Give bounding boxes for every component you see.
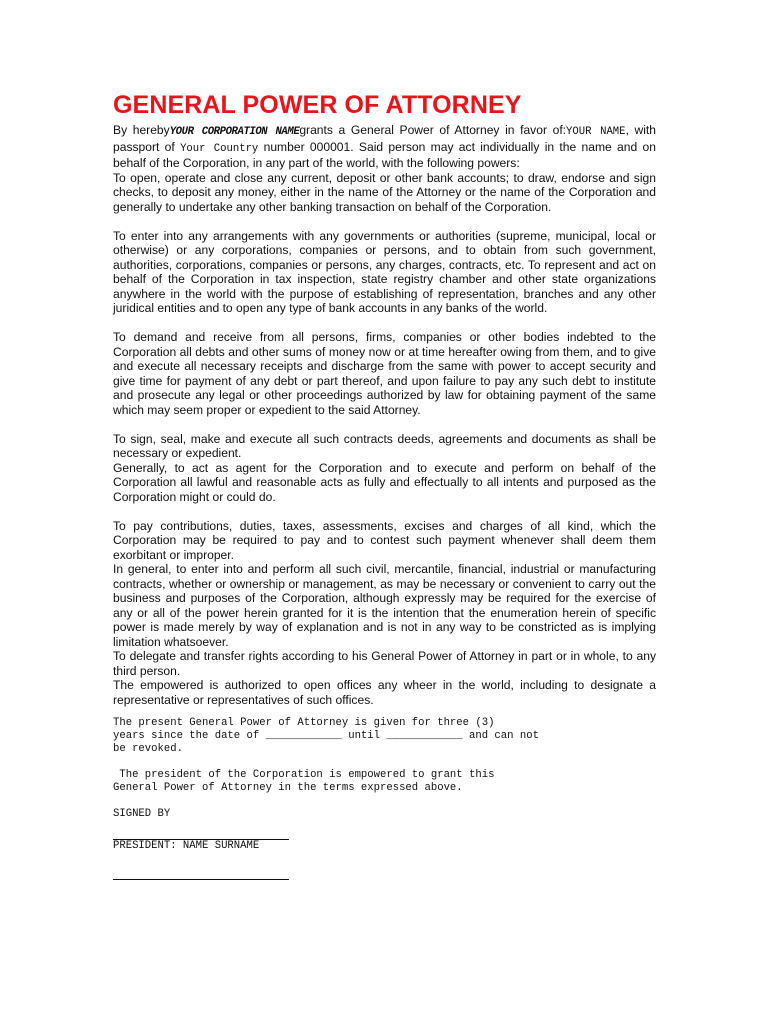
signature-label-president: PRESIDENT: NAME SURNAME xyxy=(113,840,260,852)
validity-line-1: The present General Power of Attorney is given for three (3) xyxy=(113,717,495,729)
paragraph-sign: To sign, seal, make and execute all such contracts deeds, agreements and documents as shall be necessary or expedient. xyxy=(113,431,656,460)
your-country-placeholder: Your Country xyxy=(180,142,259,155)
intro-text-3: , with passport of xyxy=(113,123,656,154)
paragraph-general: In general, to enter into and perform all such civil, mercantile, financial, industrial or manufacturing contracts, whether or ownership or management, as may be necessary or convenient to carry out the business and purposes of the Corporation, although expressly may be required for the exercise of any or all of the power herein granted for it is the intention that the enumeration herein of specific power is made merely by way of explanation and is not in any way to be constricted as is implying limitation whatsoever. xyxy=(113,562,656,649)
president-line-1: The president of the Corporation is empowered to grant this xyxy=(113,769,495,781)
paragraph-delegate: To delegate and transfer rights according to his General Power of Attorney in part or in whole, to any third person. xyxy=(113,649,656,678)
intro-text-1: By hereby xyxy=(113,123,170,137)
corporation-name-placeholder: YOUR CORPORATION NAME xyxy=(169,126,300,138)
your-name-placeholder: YOUR NAME xyxy=(566,126,626,138)
paragraph-offices: The empowered is authorized to open offices any wheer in the world, including to designate a representative or representatives of such offices. xyxy=(113,678,656,707)
signed-by-label: SIGNED BY xyxy=(113,808,171,820)
intro-paragraph xyxy=(113,123,656,171)
document-page xyxy=(113,90,656,880)
intro-text-2: grants a General Power of Attorney in favor of: xyxy=(299,123,567,137)
intro-text-4: number 000001. Said person may act individually in the name and on behalf of the Corporation, in any part of the world, with the following powers: xyxy=(113,139,656,170)
paragraph-contributions: To pay contributions, duties, taxes, assessments, excises and charges of all kind, which the Corporation may be required to pay and to contest such payment whenever shall deem them exorbitant or improper. xyxy=(113,518,656,562)
validity-line-2: years since the date of ____________ until ____________ and can not xyxy=(113,730,539,742)
paragraph-arrangements: To enter into any arrangements with any governments or authorities (supreme, municipal, local or otherwise) or any corporations, companies or persons, and to obtain from such government, authorities, corporations, companies or persons, any charges, contracts, etc. To represent and act on behalf of the Corporation in tax inspection, state registry chamber and other state organizations anywhere in the world with the purpose of establishing of representation, branches and any other juridical entities and to open any type of bank accounts in any banks of the world. xyxy=(113,228,656,315)
validity-clause xyxy=(113,717,656,756)
president-clause xyxy=(113,769,656,795)
president-line-2: General Power of Attorney in the terms expressed above. xyxy=(113,782,463,794)
signature-line-second xyxy=(113,879,289,880)
document-title: GENERAL POWER OF ATTORNEY xyxy=(113,91,522,119)
paragraph-demand: To demand and receive from all persons, firms, companies or other bodies indebted to the Corporation all debts and other sums of money now or at time hereafter owing from them, and to give and execute all necessary receipts and discharge from the same with power to accept security and give time for payment of any debt or part thereof, and upon failure to pay any such debt to institute and prosecute any legal or other proceedings authorized by law for obtaining payment of the same which may seem proper or expedient to the said Attorney. xyxy=(113,330,656,417)
validity-line-3: be revoked. xyxy=(113,743,183,755)
paragraph-agent: Generally, to act as agent for the Corporation and to execute and perform on behalf of the Corporation all lawful and reasonable acts as fully and effectually to all intents and purposed as the Corporation might or could do. xyxy=(113,460,656,504)
paragraph-banking: To open, operate and close any current, deposit or other bank accounts; to draw, endorse and sign checks, to deposit any money, either in the name of the Attorney or the name of the Corporation and generally to undertake any other banking transaction on behalf of the Corporation. xyxy=(113,170,656,214)
